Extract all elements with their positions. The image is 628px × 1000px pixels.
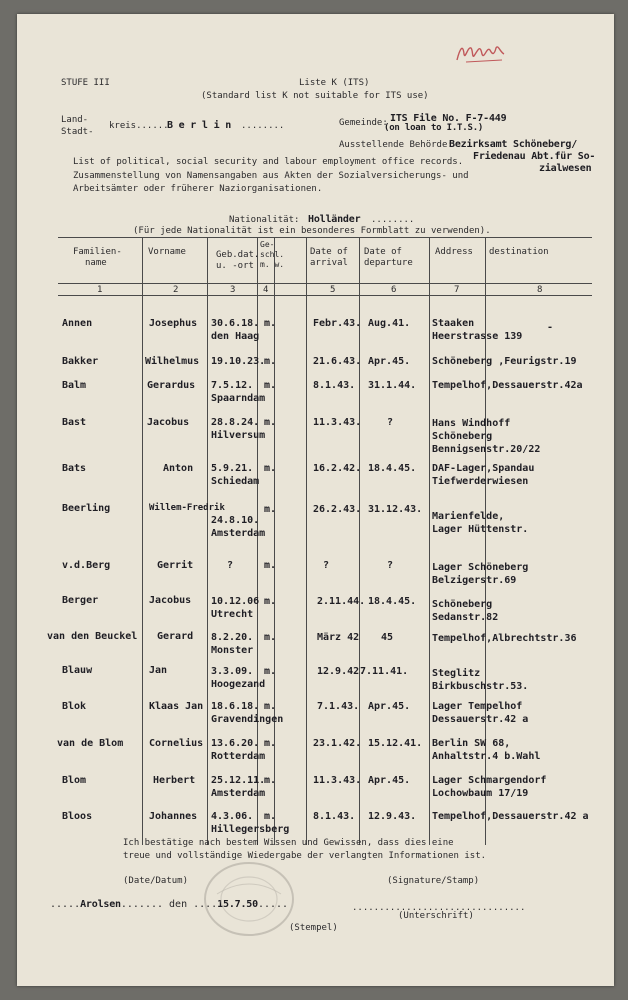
cell-geschlecht: m.	[264, 417, 277, 428]
cell-address: Hans Windhoff Schöneberg Bennigsenstr.20/22	[432, 418, 541, 455]
cell-familienname: Bast	[62, 417, 87, 428]
cell-geburt: 19.10.23.	[211, 356, 266, 367]
cell-departure: 45	[381, 632, 394, 643]
cell-departure: ?	[387, 560, 394, 571]
cell-departure: 18.4.45.	[368, 596, 417, 607]
cell-geschlecht: m.	[264, 504, 277, 515]
column-number: 3	[230, 285, 236, 295]
cell-address: Staaken Heerstrasse 139	[432, 318, 523, 342]
stadt-label: Stadt-	[61, 127, 94, 137]
signature-label: (Signature/Stamp)	[387, 876, 480, 886]
cell-departure: 18.4.45.	[368, 463, 417, 474]
cell-geburt: 30.6.18. den Haag	[211, 318, 260, 342]
cell-arrival: 8.1.43.	[313, 380, 356, 391]
behoerde-value-3: zialwesen	[539, 163, 592, 174]
column-number: 8	[537, 285, 543, 295]
cell-geburt: 24.8.10. Amsterdam	[211, 515, 266, 539]
cell-address: Tempelhof,Dessauerstr.42 a	[432, 811, 589, 822]
cell-departure: 7.11.41.	[360, 666, 409, 677]
cell-familienname: Bakker	[62, 356, 99, 367]
cell-departure: Apr.45.	[368, 701, 411, 712]
cell-geburt: ?	[227, 560, 234, 571]
cell-address: Tempelhof,Dessauerstr.42a	[432, 380, 583, 391]
cell-departure: 31.1.44.	[368, 380, 417, 391]
header-familienname: Familien- name	[73, 247, 122, 268]
cell-geburt: 7.5.12. Spaarndam	[211, 380, 266, 404]
cell-arrival: 26.2.43.	[313, 504, 362, 515]
cell-vorname: Gerard	[157, 631, 194, 642]
intro-line-3: Arbeitsämter oder früherer Naziorganisationen.	[73, 184, 323, 194]
cell-vorname: Gerrit	[157, 560, 194, 571]
cell-destination: -	[547, 322, 554, 333]
nationality-note: (Für jede Nationalität ist ein besonderes Formblatt zu verwenden).	[133, 226, 491, 236]
cell-geburt: 28.8.24. Hilversum	[211, 417, 266, 441]
cell-arrival: 12.9.42.	[317, 666, 366, 677]
cell-vorname: Josephus	[149, 318, 198, 329]
header-address: Address	[435, 247, 473, 257]
cell-arrival: 11.3.43.	[313, 417, 362, 428]
cell-vorname: Cornelius	[149, 738, 204, 749]
cell-familienname: Blom	[62, 775, 87, 786]
cell-geburt: 25.12.11. Amsterdam	[211, 775, 266, 799]
cell-vorname: Jacobus	[147, 417, 190, 428]
cell-familienname: Beerling	[62, 503, 111, 514]
cell-geschlecht: m.	[264, 701, 277, 712]
cell-address: Tempelhof,Albrechtstr.36	[432, 633, 577, 644]
confirmation-line-1: Ich bestätige nach bestem Wissen und Gewissen, dass dies eine	[123, 838, 454, 848]
cell-vorname: Wilhelmus	[145, 356, 200, 367]
cell-geburt: 8.2.20. Monster	[211, 632, 254, 656]
cell-vorname: Johannes	[149, 811, 198, 822]
cell-arrival: Febr.43.	[313, 318, 362, 329]
nationality-label: Nationalität:	[229, 215, 300, 225]
cell-familienname: Blauw	[62, 665, 93, 676]
behoerde-value-1: Bezirksamt Schöneberg/	[449, 139, 578, 150]
cell-geschlecht: m.	[264, 596, 277, 607]
cell-arrival: 7.1.43.	[317, 701, 360, 712]
kreis-dots: ........	[241, 121, 285, 131]
cell-familienname: Berger	[62, 595, 99, 606]
header-destination: destination	[489, 247, 549, 257]
cell-vorname: Jacobus	[149, 595, 192, 606]
cell-familienname: Bloos	[62, 811, 93, 822]
cell-address: DAF-Lager,Spandau Tiefwerderwiesen	[432, 463, 535, 487]
cell-geschlecht: m.	[264, 318, 277, 329]
cell-address: Lager Schöneberg Belzigerstr.69	[432, 562, 529, 586]
cell-address: Steglitz Birkbuschstr.53.	[432, 668, 529, 692]
cell-arrival: 8.1.43.	[313, 811, 356, 822]
cell-arrival: 21.6.43.	[313, 356, 362, 367]
signature-dots: ................................	[352, 903, 526, 913]
cell-familienname: Blok	[62, 701, 87, 712]
kreis-label: kreis......	[109, 121, 169, 131]
cell-address: Berlin SW 68, Anhaltstr.4 b.Wahl	[432, 738, 541, 762]
gemeinde-label: Gemeinde:	[339, 118, 388, 128]
cell-address: Schöneberg ,Feurigstr.19	[432, 356, 577, 367]
cell-departure: Aug.41.	[368, 318, 411, 329]
stufe-label: STUFE III	[61, 78, 110, 88]
cell-vorname: Herbert	[153, 775, 196, 786]
cell-address: Marienfelde, Lager Hüttenstr.	[432, 511, 529, 535]
column-number: 5	[330, 285, 336, 295]
header-arrival: Date of arrival	[310, 247, 348, 268]
cell-vorname: Jan	[149, 665, 168, 676]
cell-familienname: Bats	[62, 463, 87, 474]
header-geburt: Geb.dat. u. -ort	[216, 250, 260, 271]
cell-departure: 12.9.43.	[368, 811, 417, 822]
cell-geburt: 10.12.06 Utrecht	[211, 596, 260, 620]
list-subtitle: (Standard list K not suitable for ITS use)	[201, 91, 429, 101]
cell-vorname: Willem-Fredrik	[149, 503, 225, 513]
list-title: Liste K (ITS)	[299, 78, 370, 88]
cell-address: Schöneberg Sedanstr.82	[432, 599, 499, 623]
cell-arrival: ?	[323, 560, 330, 571]
cell-familienname: Balm	[62, 380, 87, 391]
place-date-line: .....Arolsen....... den ....15.7.50.....	[50, 899, 289, 910]
cell-departure: 31.12.43.	[368, 504, 423, 515]
cell-geburt: 13.6.20. Rotterdam	[211, 738, 266, 762]
cell-arrival: 2.11.44.	[317, 596, 366, 607]
behoerde-value-2: Friedenau Abt.für So-	[473, 151, 596, 162]
cell-vorname: Anton	[163, 463, 194, 474]
column-number: 6	[391, 285, 397, 295]
cell-familienname: van den Beuckel	[47, 631, 138, 642]
cell-address: Lager Schmargendorf Lochowbaum 17/19	[432, 775, 547, 799]
header-geschlecht: Ge- schl. m. w.	[260, 240, 285, 269]
nationality-value: Holländer	[308, 214, 361, 225]
cell-geschlecht: m.	[264, 380, 277, 391]
stamp-impression-icon	[197, 854, 297, 944]
cell-departure: Apr.45.	[368, 356, 411, 367]
header-vorname: Vorname	[148, 247, 186, 257]
kreis-value: B e r l i n	[167, 120, 232, 131]
cell-geburt: 5.9.21. Schiedam	[211, 463, 260, 487]
column-number: 2	[173, 285, 179, 295]
cell-departure: ?	[387, 417, 394, 428]
cell-arrival: 16.2.42.	[313, 463, 362, 474]
cell-geschlecht: m.	[264, 775, 277, 786]
behoerde-label: Ausstellende Behörde:	[339, 140, 453, 150]
cell-geburt: 18.6.18. Gravendingen	[211, 701, 284, 725]
document-page	[17, 14, 614, 986]
gemeinde-value: ITS File No. F-7-449	[390, 113, 507, 124]
cell-geschlecht: m.	[264, 356, 277, 367]
intro-line-2: Zusammenstellung von Namensangaben aus Akten der Sozialversicherungs- und	[73, 171, 469, 181]
column-number: 7	[454, 285, 460, 295]
gemeinde-note: (on loan to I.T.S.)	[384, 123, 484, 133]
intro-line-1: List of political, social security and labour employment office records.	[73, 157, 464, 167]
date-label: (Date/Datum)	[123, 876, 189, 886]
cell-arrival: März 42	[317, 632, 360, 643]
cell-arrival: 23.1.42.	[313, 738, 362, 749]
cell-familienname: v.d.Berg	[62, 560, 111, 571]
cell-geburt: 4.3.06. Hillegersberg	[211, 811, 290, 835]
cell-vorname: Klaas Jan	[149, 701, 204, 712]
cell-address: Lager Tempelhof Dessauerstr.42 a	[432, 701, 529, 725]
cell-geschlecht: m.	[264, 560, 277, 571]
cell-familienname: van de Blom	[57, 738, 124, 749]
handwritten-mark	[454, 42, 508, 64]
confirmation-line-2: treue und vollständige Wiedergabe der verlangten Informationen ist.	[123, 851, 487, 861]
cell-departure: 15.12.41.	[368, 738, 423, 749]
column-number: 1	[97, 285, 103, 295]
land-label: Land-	[61, 115, 89, 125]
cell-geschlecht: m.	[264, 811, 277, 822]
column-number: 4	[263, 285, 269, 295]
cell-departure: Apr.45.	[368, 775, 411, 786]
cell-geschlecht: m.	[264, 463, 277, 474]
cell-geburt: 3.3.09. Hoogezand	[211, 666, 266, 690]
header-departure: Date of departure	[364, 247, 413, 268]
cell-geschlecht: m.	[264, 666, 277, 677]
stempel-label: (Stempel)	[289, 923, 338, 933]
cell-geschlecht: m.	[264, 632, 277, 643]
cell-geschlecht: m.	[264, 738, 277, 749]
cell-vorname: Gerardus	[147, 380, 196, 391]
cell-arrival: 11.3.43.	[313, 775, 362, 786]
cell-familienname: Annen	[62, 318, 93, 329]
unterschrift-label: (Unterschrift)	[398, 911, 474, 921]
nationality-dots: ........	[371, 215, 415, 225]
